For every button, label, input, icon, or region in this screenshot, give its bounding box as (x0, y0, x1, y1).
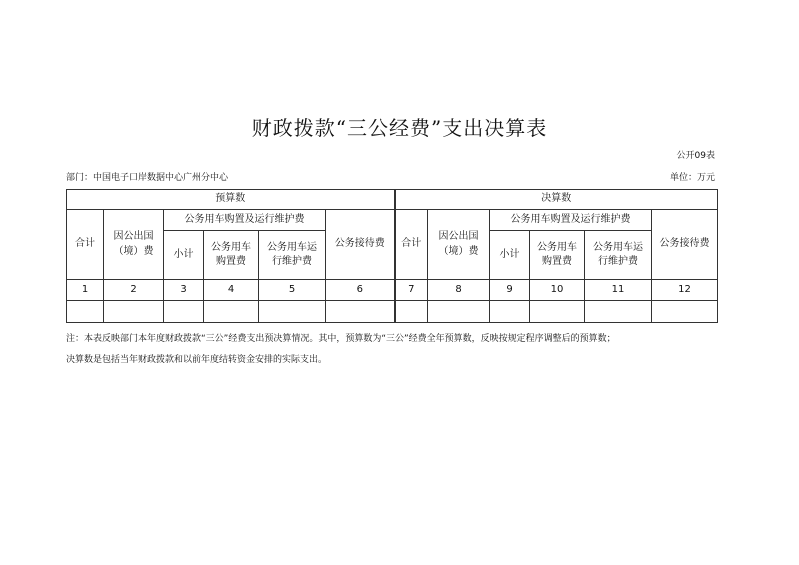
budget-purchase-header (204, 231, 259, 280)
final-vehicle-group-header: 公务用车购置及运行维护费 (490, 210, 652, 231)
budget-purchase-header-line1: 公务用车 (211, 241, 251, 253)
budget-group-header: 预算数 (67, 190, 395, 210)
data-cell (585, 301, 652, 323)
final-total-header: 合计 (395, 210, 428, 280)
column-number-row (67, 280, 718, 301)
final-purchase-header-line1: 公务用车 (537, 241, 577, 253)
data-cell (428, 301, 490, 323)
final-abroad-header-line1: 因公出国 (438, 231, 479, 242)
column-number: 10 (530, 280, 585, 301)
final-reception-header: 公务接待费 (652, 210, 718, 280)
footnote-line-2: 决算数是包括当年财政拨款和以前年度结转资金安排的实际支出。 (66, 355, 328, 365)
page-title: 财政拨款“三公经费”支出决算表 (251, 116, 548, 140)
data-cell (490, 301, 530, 323)
budget-operation-header-line1: 公务用车运 (267, 241, 317, 253)
budget-abroad-header (104, 210, 164, 280)
column-number: 5 (259, 280, 326, 301)
data-row (67, 301, 718, 323)
final-operation-header-line2: 行维护费 (598, 256, 638, 267)
column-header-row-1 (67, 210, 718, 231)
form-number: 公开09表 (676, 151, 715, 161)
budget-operation-header (259, 231, 326, 280)
budget-abroad-header-line2: （境）费 (113, 245, 154, 257)
column-number: 1 (67, 280, 104, 301)
budget-subtotal-header: 小计 (164, 231, 204, 280)
data-cell (530, 301, 585, 323)
budget-abroad-header-line1: 因公出国 (113, 231, 154, 242)
department-label: 部门：中国电子口岸数据中心广州分中心 (66, 173, 229, 183)
data-cell (204, 301, 259, 323)
budget-vehicle-group-header: 公务用车购置及运行维护费 (164, 210, 326, 231)
unit-label: 单位：万元 (669, 173, 715, 183)
final-operation-header (585, 231, 652, 280)
column-number: 6 (326, 280, 395, 301)
budget-operation-header-line2: 行维护费 (272, 256, 312, 267)
final-abroad-header (428, 210, 490, 280)
data-cell (395, 301, 428, 323)
column-number: 12 (652, 280, 718, 301)
final-purchase-header-line2: 购置费 (542, 256, 572, 267)
column-number: 11 (585, 280, 652, 301)
final-purchase-header (530, 231, 585, 280)
data-cell (326, 301, 395, 323)
budget-total-header: 合计 (67, 210, 104, 280)
budget-purchase-header-line2: 购置费 (216, 256, 246, 267)
column-number: 8 (428, 280, 490, 301)
data-cell (104, 301, 164, 323)
final-abroad-header-line2: （境）费 (438, 245, 479, 257)
data-cell (652, 301, 718, 323)
three-public-expenses-table (66, 189, 718, 323)
final-operation-header-line1: 公务用车运 (593, 241, 643, 253)
group-header-row (67, 190, 718, 210)
column-number: 2 (104, 280, 164, 301)
data-cell (67, 301, 104, 323)
final-subtotal-header: 小计 (490, 231, 530, 280)
data-cell (164, 301, 204, 323)
final-group-header: 决算数 (395, 190, 718, 210)
budget-reception-header: 公务接待费 (326, 210, 395, 280)
footnote-line-1: 注：本表反映部门本年度财政拨款“三公”经费支出预决算情况。其中，预算数为“三公”经费全年预算数，反映按规定程序调整后的预算数； (66, 334, 616, 344)
column-number: 7 (395, 280, 428, 301)
data-cell (259, 301, 326, 323)
footnote (66, 329, 720, 371)
column-number: 3 (164, 280, 204, 301)
column-number: 4 (204, 280, 259, 301)
column-number: 9 (490, 280, 530, 301)
